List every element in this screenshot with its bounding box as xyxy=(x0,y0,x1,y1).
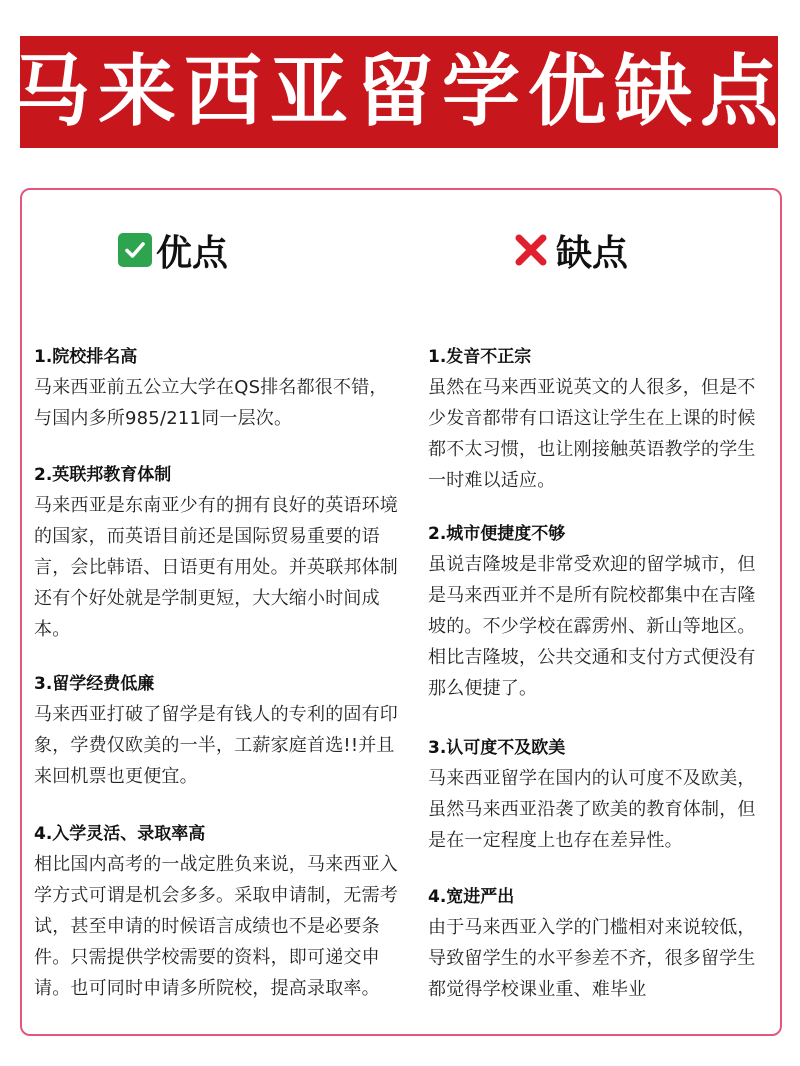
pros-item xyxy=(34,463,400,645)
pros-item-title: 2.英联邦教育体制 xyxy=(34,465,172,485)
title-banner xyxy=(12,36,787,148)
cons-item xyxy=(428,522,772,704)
pros-item-title: 3.留学经费低廉 xyxy=(34,674,155,694)
cons-heading-label: 缺点 xyxy=(556,232,629,274)
cross-mark-icon xyxy=(512,231,550,269)
cons-item-title: 1.发音不正宗 xyxy=(428,347,532,367)
pros-item xyxy=(34,345,400,434)
cons-item xyxy=(428,345,772,496)
pros-item-body: 马来西亚打破了留学是有钱人的专利的固有印象，学费仅欧美的一半，工薪家庭首选!!并且来回机票也更便宜。 xyxy=(34,704,398,787)
pros-item-body: 马来西亚前五公立大学在QS排名都很不错，与国内多所985/211同一层次。 xyxy=(34,377,388,429)
cons-heading xyxy=(512,228,628,272)
pros-item xyxy=(34,672,400,792)
cons-item-title: 4.宽进严出 xyxy=(428,887,515,907)
cons-item xyxy=(428,736,772,856)
cons-item-body: 马来西亚留学在国内的认可度不及欧美，虽然马来西亚沿袭了欧美的教育体制，但是在一定程度上也存在差异性。 xyxy=(428,768,756,851)
pros-item-body: 马来西亚是东南亚少有的拥有良好的英语环境的国家，而英语目前还是国际贸易重要的语言，会比韩语、日语更有用处。并英联邦体制还有个好处就是学制更短，大大缩小时间成本。 xyxy=(34,495,398,640)
cons-item-body: 虽说吉隆坡是非常受欢迎的留学城市，但是马来西亚并不是所有院校都集中在吉隆坡的。不少学校在霹雳州、新山等地区。相比吉隆坡，公共交通和支付方式便没有那么便捷了。 xyxy=(428,554,756,699)
cons-item-body: 虽然在马来西亚说英文的人很多，但是不少发音都带有口语这让学生在上课的时候都不太习惯，也让刚接触英语教学的学生一时难以适应。 xyxy=(428,377,756,491)
check-mark-icon xyxy=(118,233,152,267)
cons-item-body: 由于马来西亚入学的门槛相对来说较低，导致留学生的水平参差不齐，很多留学生都觉得学校课业重、难毕业 xyxy=(428,917,756,1000)
page-title: 马来西亚留学优缺点 xyxy=(12,47,787,137)
cons-item-title: 2.城市便捷度不够 xyxy=(428,524,566,544)
pros-heading xyxy=(118,228,228,272)
pros-item xyxy=(34,822,400,1004)
pros-item-title: 1.院校排名高 xyxy=(34,347,138,367)
cons-item xyxy=(428,885,772,1005)
pros-cons-card xyxy=(20,188,782,1036)
cons-item-title: 3.认可度不及欧美 xyxy=(428,738,566,758)
pros-item-title: 4.入学灵活、录取率高 xyxy=(34,824,206,844)
pros-heading-label: 优点 xyxy=(156,232,229,274)
pros-item-body: 相比国内高考的一战定胜负来说，马来西亚入学方式可谓是机会多多。采取申请制，无需考试，甚至申请的时候语言成绩也不是必要条件。只需提供学校需要的资料，即可递交申请。也可同时申请多所院校，提高录取率。 xyxy=(34,854,398,999)
